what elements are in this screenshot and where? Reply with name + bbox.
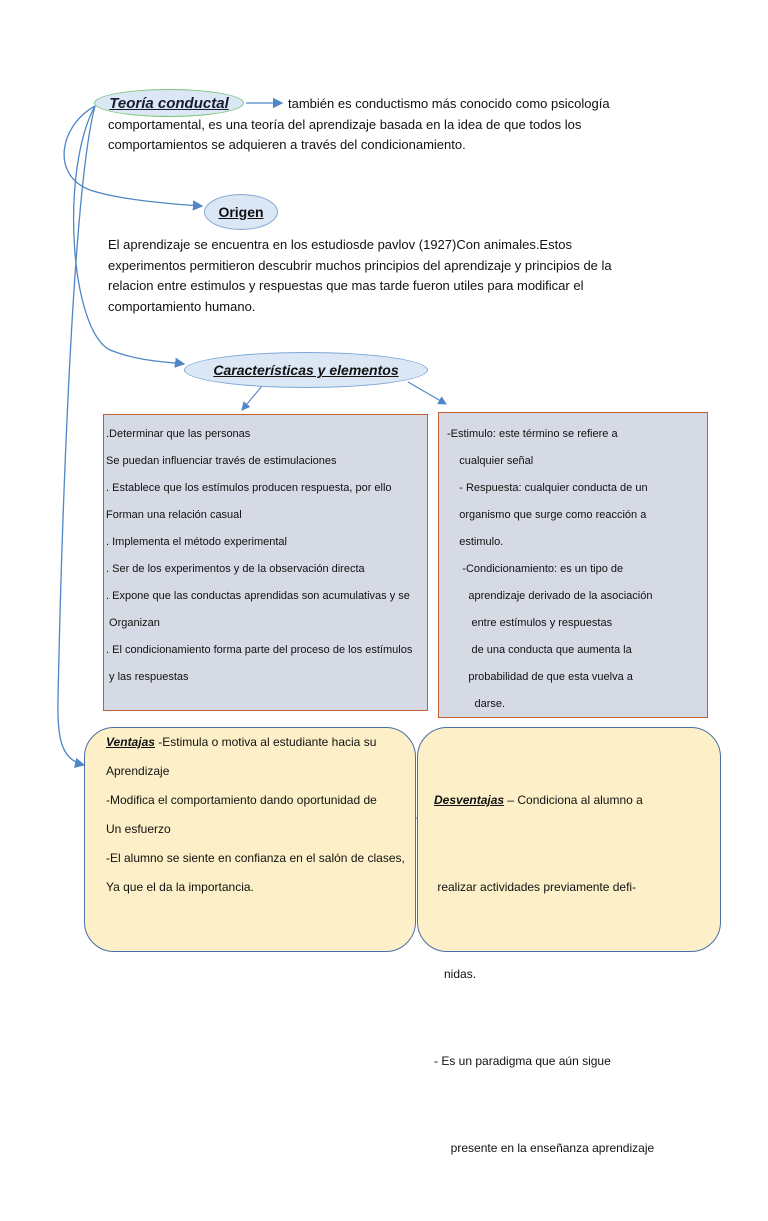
left-line: . El condicionamiento forma parte del proceso de los estímulos bbox=[106, 644, 413, 656]
desventajas-first-line bbox=[434, 786, 654, 815]
right-line: darse. bbox=[447, 698, 506, 710]
caracteristicas-right-box bbox=[438, 412, 708, 718]
ventajas-first-rest: -Estimula o motiva al estudiante hacia su bbox=[154, 735, 377, 749]
ventajas-line: Un esfuerzo bbox=[106, 822, 171, 836]
ventajas-line: -El alumno se siente en confianza en el salón de clases, bbox=[106, 851, 405, 865]
ventajas-line: -Modifica el comportamiento dando oportunidad de bbox=[106, 793, 377, 807]
right-line: de una conducta que aumenta la bbox=[447, 644, 632, 656]
curve-to-ventajas bbox=[58, 106, 95, 765]
teoria-description bbox=[108, 94, 610, 156]
origen-node bbox=[204, 194, 278, 230]
right-line: - Respuesta: cualquier conducta de un bbox=[447, 482, 648, 494]
ventajas-first-line bbox=[106, 728, 405, 757]
desventajas-line: nidas. bbox=[434, 967, 477, 981]
left-line: . Ser de los experimentos y de la observación directa bbox=[106, 563, 365, 575]
left-line: Forman una relación casual bbox=[106, 509, 242, 521]
right-line: -Condicionamiento: es un tipo de bbox=[447, 563, 624, 575]
origen-line-1: El aprendizaje se encuentra en los estudiosde pavlov (1927)Con animales.Estos bbox=[108, 237, 572, 252]
right-line: entre estímulos y respuestas bbox=[447, 617, 613, 629]
left-line: . Establece que los estímulos producen respuesta, por ello bbox=[106, 482, 392, 494]
ventajas-line: Ya que el da la importancia. bbox=[106, 880, 254, 894]
desventajas-text bbox=[434, 728, 654, 1221]
origen-description bbox=[108, 235, 612, 317]
origen-title: Origen bbox=[218, 204, 264, 220]
teoria-line-1: también es conductismo más conocido como psicología bbox=[288, 96, 610, 111]
origen-line-4: comportamiento humano. bbox=[108, 298, 256, 314]
ventajas-text bbox=[106, 728, 405, 902]
teoria-title: Teoría conductal bbox=[109, 94, 229, 112]
left-line: Organizan bbox=[106, 617, 160, 629]
caracteristicas-left-box bbox=[103, 414, 428, 711]
left-box-text bbox=[106, 421, 412, 691]
arrow-left-box bbox=[242, 386, 262, 410]
desventajas-line: realizar actividades previamente defi- bbox=[434, 880, 637, 894]
desventajas-label: Desventajas bbox=[434, 793, 505, 807]
right-box-text bbox=[447, 421, 652, 718]
right-line: aprendizaje derivado de la asociación bbox=[447, 590, 653, 602]
right-line: cualquier señal bbox=[447, 455, 534, 467]
arrow-right-box bbox=[408, 382, 446, 404]
right-line: estimulo. bbox=[447, 536, 504, 548]
desventajas-first-rest: – Condiciona al alumno a bbox=[504, 793, 643, 807]
origen-line-3: relacion entre estimulos y respuestas que mas tarde fueron utiles para modificar el bbox=[108, 278, 584, 293]
ventajas-card bbox=[84, 727, 416, 952]
ventajas-line: Aprendizaje bbox=[106, 764, 170, 778]
ventajas-label: Ventajas bbox=[106, 735, 155, 749]
right-line: -Estimulo: este término se refiere a bbox=[447, 428, 618, 440]
caracteristicas-title: Características y elementos bbox=[213, 362, 399, 378]
caracteristicas-node bbox=[184, 352, 428, 388]
desventajas-line: - Es un paradigma que aún sigue bbox=[434, 1054, 611, 1068]
left-line: . Expone que las conductas aprendidas son acumulativas y se bbox=[106, 590, 410, 602]
left-line: . Implementa el método experimental bbox=[106, 536, 287, 548]
left-line: Se puedan influenciar través de estimulaciones bbox=[106, 455, 337, 467]
right-line: probabilidad de que esta vuelva a bbox=[447, 671, 633, 683]
left-line: y las respuestas bbox=[106, 671, 189, 683]
origen-line-2: experimentos permitieron descubrir muchos principios del aprendizaje y principios de la bbox=[108, 257, 612, 273]
desventajas-card bbox=[417, 727, 721, 1155]
teoria-line-3: comportamientos se adquieren a través del condicionamiento. bbox=[108, 137, 466, 152]
teoria-line-2: comportamental, es una teoría del aprendizaje basada en la idea de que todos los bbox=[108, 116, 582, 132]
left-line: .Determinar que las personas bbox=[106, 428, 251, 440]
right-line: organismo que surge como reacción a bbox=[447, 509, 647, 521]
desventajas-line: presente en la enseñanza aprendizaje bbox=[434, 1141, 655, 1155]
